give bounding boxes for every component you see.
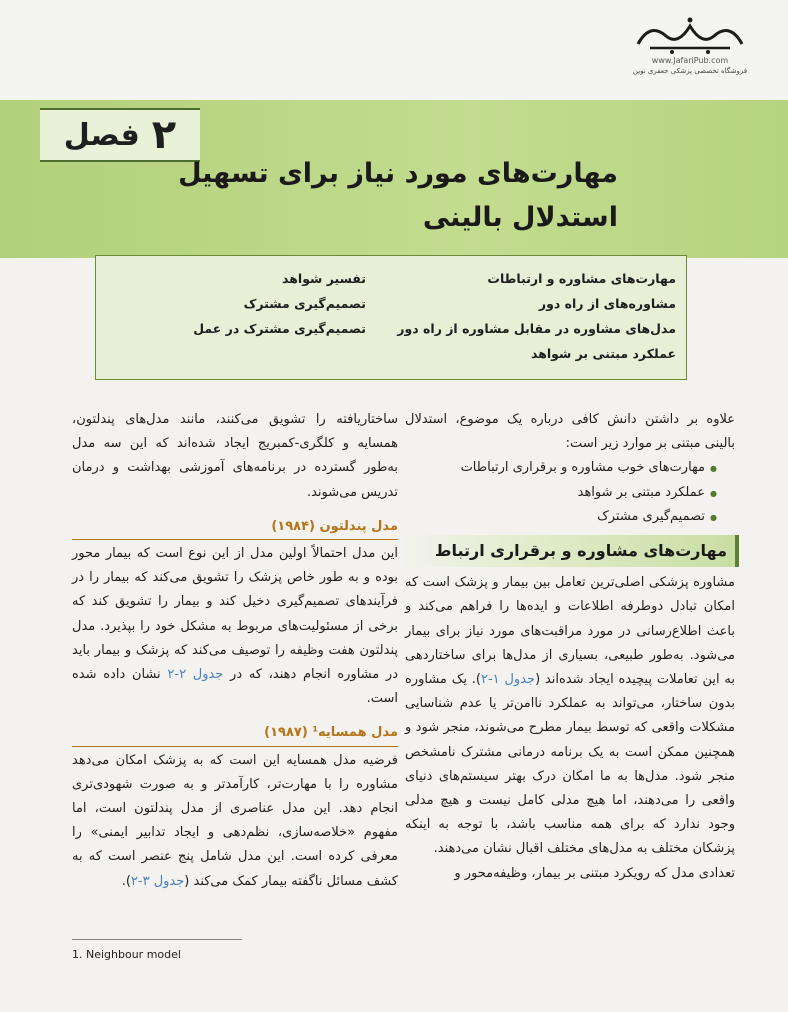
topic-item: تصمیم‌گیری مشترک در عمل (193, 321, 366, 336)
pendleton-paragraph: این مدل احتمالاً اولین مدل از این نوع است که بیمار محور بوده و به طور خاص پزشک را تشویق می‌کند که بیمار را در فرآیندهای تصمیم‌گیری دخیل کند و بیمار را تشویق کند که برخی از مسئولیت‌های مربوط به مشکل خود را بپذیرد. مدل پندلتون هفت وظیفه را توصیف می‌کند که پزشک و بیمار باید در مشاوره انجام دهند، که در جدول ۲-۲ نشان داده شده است. (72, 546, 398, 707)
table-reference-link[interactable]: جدول ۳-۲ (130, 873, 185, 889)
bullet-item: ● عملکرد مبتنی بر شواهد (405, 481, 717, 505)
chapter-word: فصل (63, 117, 140, 153)
publisher-tagline: فروشگاه تخصصی پزشکی جعفری نوین (632, 67, 748, 75)
topic-item: مشاوره‌های از راه دور (538, 296, 676, 311)
bullet-list (405, 456, 735, 529)
section-heading-consultation: مهارت‌های مشاوره و برقراری ارتباط (401, 535, 739, 567)
right-text-column (405, 408, 735, 886)
topic-item: مهارت‌های مشاوره و ارتباطات (487, 271, 676, 286)
jafari-logo-icon (630, 14, 750, 56)
chapter-number: ۲ (151, 112, 177, 158)
chapter-label (40, 108, 200, 162)
pendleton-heading: مدل پندلتون (۱۹۸۴) (72, 515, 398, 540)
topic-item: تفسیر شواهد (282, 271, 366, 286)
left-text-column (72, 408, 398, 894)
neighbour-heading: مدل همسایه¹ (۱۹۸۷) (72, 721, 398, 746)
topics-right-list (376, 266, 676, 366)
intro-paragraph: علاوه بر داشتن دانش کافی درباره یک موضوع، استدلال بالینی مبتنی بر موارد زیر است: (405, 412, 735, 452)
table-reference-link[interactable]: جدول ۲-۲ (167, 667, 224, 683)
publisher-logo (620, 14, 760, 94)
footnote-divider (72, 939, 242, 940)
footnote: 1. Neighbour model (72, 948, 181, 961)
bullet-item: ● مهارت‌های خوب مشاوره و برقراری ارتباطات (405, 456, 717, 480)
chapter-title-line-1: مهارت‌های مورد نیاز برای تسهیل (178, 158, 618, 189)
table-reference-link[interactable]: جدول ۱-۲ (480, 672, 536, 688)
topic-item: مدل‌های مشاوره در مقابل مشاوره از راه دور (397, 321, 676, 336)
chapter-topics-box (95, 255, 687, 380)
chapter-title-line-2: استدلال بالینی (422, 202, 618, 233)
neighbour-paragraph: فرضیه مدل همسایه این است که به پزشک امکان می‌دهد مشاوره را با مهارت‌تر، کارآمدتر و به صورت شهودی‌تری انجام دهد. این مدل عناصری از مدل پندلتون است، اما مفهوم «خلاصه‌سازی، نظم‌دهی و ایجاد تدابیر ایمنی» را معرفی کرده است. این مدل شامل پنج عنصر است که به کشف مسائل ناگفته بیمار کمک می‌کند (جدول ۳-۲). (72, 752, 398, 889)
topic-item: تصمیم‌گیری مشترک (243, 296, 366, 311)
page-header (0, 0, 788, 100)
topics-left-list (126, 266, 366, 341)
topic-item: عملکرد مبتنی بر شواهد (530, 346, 676, 361)
bullet-item: ● تصمیم‌گیری مشترک (405, 505, 717, 529)
continued-paragraph: ساختاریافته را تشویق می‌کنند، مانند مدل‌های پندلتون، همسایه و کلگری-کمبریج ایجاد شده‌اند که این سه مدل به‌طور گسترده در برنامه‌های آموزشی بهداشت و درمان تدریس می‌شوند. (72, 412, 398, 500)
publisher-url: www.JafariPub.com (651, 56, 729, 65)
chapter-title (178, 152, 618, 240)
models-paragraph: تعدادی مدل که رویکرد مبتنی بر بیمار، وظیفه‌محور و (454, 865, 735, 881)
consultation-paragraph: مشاوره پزشکی اصلی‌ترین تعامل بین بیمار و پزشک است که امکان تبادل دوطرفه اطلاعات و ایده‌ها را فراهم می‌کند و باعث اطلاع‌رسانی در مورد مراقبت‌های مورد نیاز برای بیمار می‌شود. به‌طور طبیعی، بسیاری از مدل‌ها برای ساختاردهی به این تعاملات پیچیده ایجاد شده‌اند (جدول ۱-۲). یک مشاوره بدون ساختار، می‌تواند به عملکرد ناامن‌تر یا عدم شناسایی مشکلات واقعی که توسط بیمار مطرح می‌شوند، منجر شود و همچنین ممکن است به یک برنامه درمانی مشترک نامشخص منجر شود. مدل‌ها به ما امکان درک بهتر سیستم‌های دنیای واقعی را می‌دهند، اما هیچ مدلی کامل نیست و هیچ مدلی وجود ندارد که برای همه مناسب باشد، با توجه به اینکه پزشکان مختلف به مدل‌های مختلف اقبال نشان می‌دهند. (405, 575, 735, 857)
